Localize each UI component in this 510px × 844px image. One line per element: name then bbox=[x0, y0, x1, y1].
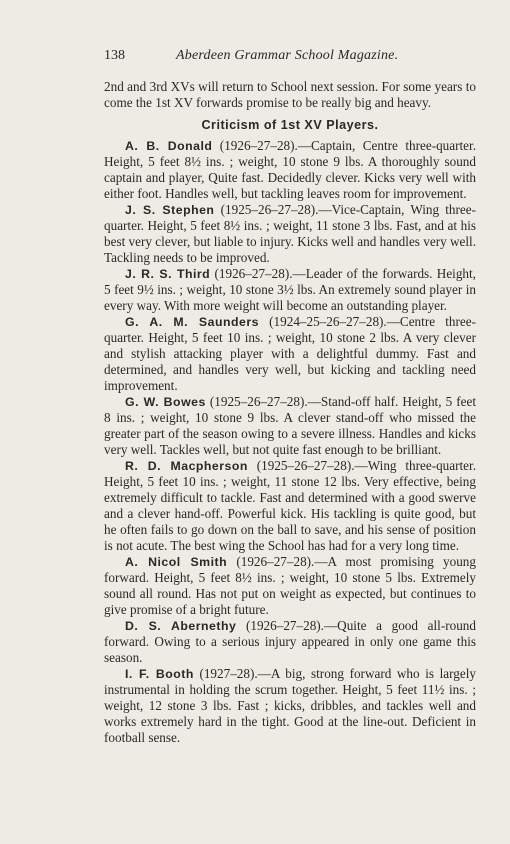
page-header bbox=[104, 48, 476, 68]
player-name: R. D. Macpherson bbox=[125, 459, 248, 473]
player-entry bbox=[104, 266, 476, 314]
running-title: Aberdeen Grammar School Magazine. bbox=[176, 48, 399, 63]
player-entry bbox=[104, 666, 476, 746]
player-description: (1926–27–28).—Leader of the forwards. Height, 5 feet 9½ ins. ; weight, 10 stone 3½ lbs. An extremely sound player in every way. With more weight will become an outstanding player. bbox=[104, 266, 476, 313]
article-body bbox=[104, 79, 476, 746]
player-name: D. S. Abernethy bbox=[125, 619, 237, 633]
player-name: J. R. S. Third bbox=[125, 267, 211, 281]
player-description: (1925–26–27–28).—Wing three-quarter. Height, 5 feet 10 ins. ; weight, 11 stone 12 lbs. Very effective, being extremely difficult to tackle. Fast and determined with a good swerve and a clever hand-off. Powerful kick. His tackling is quite good, but he often fails to go down on the ball to save, and his sense of position is not acute. The best wing the School has had for a very long time. bbox=[104, 458, 476, 553]
player-entry bbox=[104, 138, 476, 202]
player-name: A. B. Donald bbox=[125, 139, 213, 153]
player-entry bbox=[104, 394, 476, 458]
player-entry bbox=[104, 202, 476, 266]
player-name: I. F. Booth bbox=[125, 667, 194, 681]
player-entry bbox=[104, 458, 476, 554]
player-entry bbox=[104, 554, 476, 618]
player-description: (1926–27–28).—Captain, Centre three-quarter. Height, 5 feet 8½ ins. ; weight, 10 stone 9 lbs. A thoroughly sound captain and player, Quite fast. Decidedly clever. Kicks very well with either foot. Handles well, but tackling leaves room for improvement. bbox=[104, 138, 476, 201]
player-description: (1926–27–28).—A most promising young forward. Height, 5 feet 8½ ins. ; weight, 10 stone 5 lbs. Extremely sound all round. Has not put on weight as expected, but continues to give promise of a bright future. bbox=[104, 554, 476, 617]
player-description: (1925–26–27–28).—Vice-Captain, Wing three-quarter. Height, 5 feet 8½ ins. ; weight, 11 stone 3 lbs. Fast, and at his best very clever, but liable to injury. Kicks well and handles very well. Tackling needs to be improved. bbox=[104, 202, 477, 265]
intro-paragraph: 2nd and 3rd XVs will return to School next session. For some years to come the 1st XV forwards promise to be really big and heavy. bbox=[104, 79, 476, 110]
player-description: (1926–27–28).—Quite a good all-round forward. Owing to a serious injury appeared in only one game this season. bbox=[104, 618, 476, 665]
page-number: 138 bbox=[104, 48, 125, 63]
player-description: (1925–26–27–28).—Stand-off half. Height, 5 feet 8 ins. ; weight, 10 stone 9 lbs. A clever stand-off who missed the greater part of the season owing to a severe illness. Handles and kicks very well. Tackles well, but not quite fast enough to be brilliant. bbox=[104, 394, 476, 457]
player-entry bbox=[104, 314, 476, 394]
player-name: J. S. Stephen bbox=[125, 203, 215, 217]
player-description: (1927–28).—A big, strong forward who is largely instrumental in holding the scrum together. Height, 5 feet 11½ ins. ; weight, 12 stone 3 lbs. Fast ; kicks, dribbles, and tackles well and works extremely hard in the tight. Good at the line-out. Deficient in football sense. bbox=[104, 666, 476, 745]
player-description: (1924–25–26–27–28).—Centre three-quarter. Height, 5 feet 10 ins. ; weight, 10 stone 2 lbs. A very clever and stylish attacking player with a delightful dummy. Fast and determined, and handles very well, but kicking and tackling need improvement. bbox=[104, 314, 476, 393]
player-entry bbox=[104, 618, 476, 666]
player-name: G. A. M. Saunders bbox=[125, 315, 259, 329]
player-name: G. W. Bowes bbox=[125, 395, 206, 409]
player-name: A. Nicol Smith bbox=[125, 555, 228, 569]
section-heading: Criticism of 1st XV Players. bbox=[201, 118, 379, 132]
